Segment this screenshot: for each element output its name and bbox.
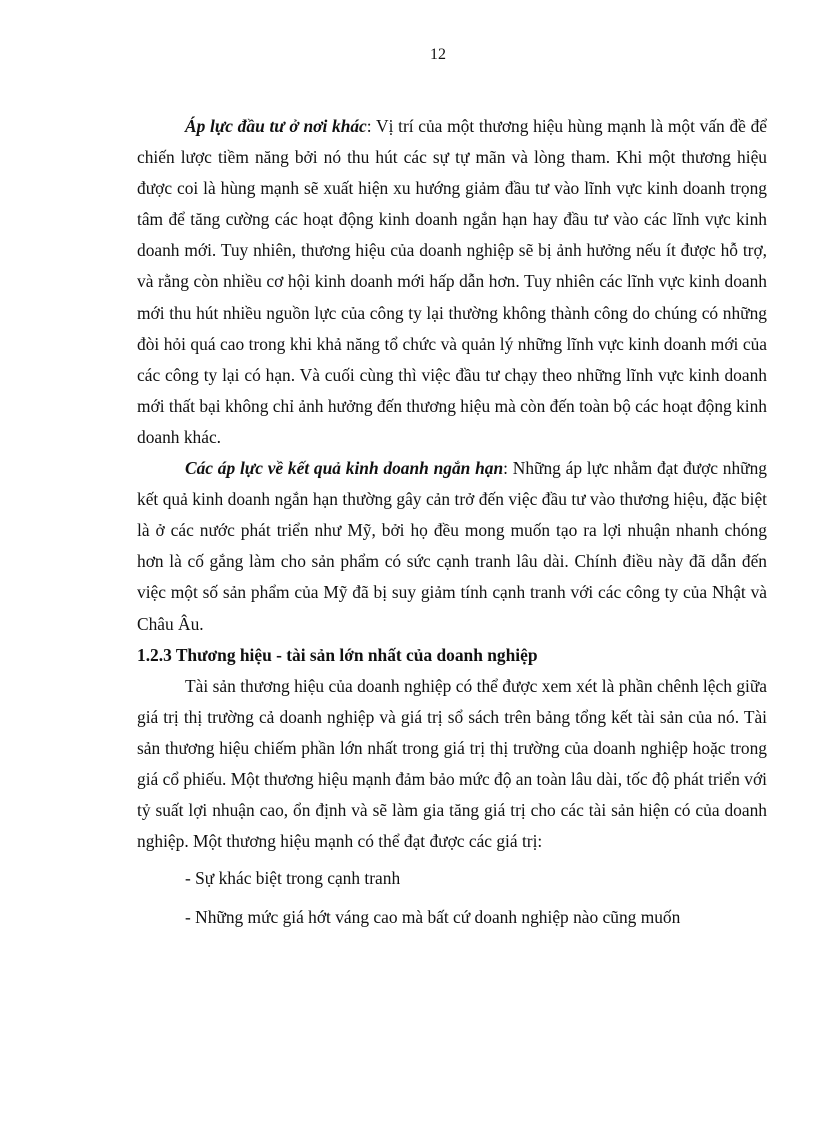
paragraph-investment-pressure — [137, 111, 767, 453]
section-heading: 1.2.3 Thương hiệu - tài sản lớn nhất của doanh nghiệp — [137, 644, 538, 665]
bullet-item: - Sự khác biệt trong cạnh tranh — [185, 868, 401, 889]
paragraph-text: : Vị trí của một thương hiệu hùng mạnh là một vấn đề để chiến lược tiềm năng bởi nó thu hút các sự tự mãn và lòng tham. Khi một thương hiệu được coi là hùng mạnh sẽ xuất hiện xu hướng giảm đầu tư vào lĩnh vực kinh doanh trọng tâm để tăng cường các hoạt động kinh doanh ngắn hạn hay đầu tư vào các lĩnh vực kinh doanh mới. Tuy nhiên, thương hiệu của doanh nghiệp sẽ bị ảnh hưởng nếu ít được hỗ trợ, và rằng còn nhiều cơ hội kinh doanh mới hấp dẫn hơn. Tuy nhiên các lĩnh vực kinh doanh mới thu hút nhiều nguồn lực của công ty lại thường không thành công do chúng có những đòi hỏi quá cao trong khi khả năng tổ chức và quản lý những lĩnh vực kinh doanh mới của các công ty lại có hạn. Và cuối cùng thì việc đầu tư chạy theo những lĩnh vực kinh doanh mới thất bại không chỉ ảnh hưởng đến thương hiệu mà còn đến toàn bộ các hoạt động kinh doanh khác. — [137, 116, 767, 447]
page-number: 12 — [430, 46, 446, 63]
paragraph-lead-in: Áp lực đầu tư ở nơi khác — [185, 116, 367, 136]
bullet-item: - Những mức giá hớt váng cao mà bất cứ doanh nghiệp nào cũng muốn — [185, 907, 681, 928]
paragraph-short-term-pressure — [137, 453, 767, 640]
paragraph-text: : Những áp lực nhằm đạt được những kết quả kinh doanh ngắn hạn thường gây cản trở đến việc đầu tư vào thương hiệu, đặc biệt là ở các nước phát triển như Mỹ, bởi họ đều mong muốn tạo ra lợi nhuận nhanh chóng hơn là cố gắng làm cho sản phẩm có sức cạnh tranh lâu dài. Chính điều này đã dẫn đến việc một số sản phẩm của Mỹ đã bị suy giảm tính cạnh tranh với các công ty của Nhật và Châu Âu. — [137, 458, 767, 634]
paragraph-lead-in: Các áp lực về kết quả kinh doanh ngắn hạn — [185, 458, 504, 479]
paragraph-brand-equity: Tài sản thương hiệu của doanh nghiệp có thể được xem xét là phần chênh lệch giữa giá trị thị trường cả doanh nghiệp và giá trị sổ sách trên bảng tổng kết tài sản của nó. Tài sản thương hiệu chiếm phần lớn nhất trong giá trị thị trường của doanh nghiệp hoặc trong giá cổ phiếu. Một thương hiệu mạnh đảm bảo mức độ an toàn lâu dài, tốc độ phát triển với tỷ suất lợi nhuận cao, ổn định và sẽ làm gia tăng giá trị cho các tài sản hiện có của doanh nghiệp. Một thương hiệu mạnh có thể đạt được các giá trị: — [137, 675, 767, 852]
document-body — [137, 111, 767, 933]
